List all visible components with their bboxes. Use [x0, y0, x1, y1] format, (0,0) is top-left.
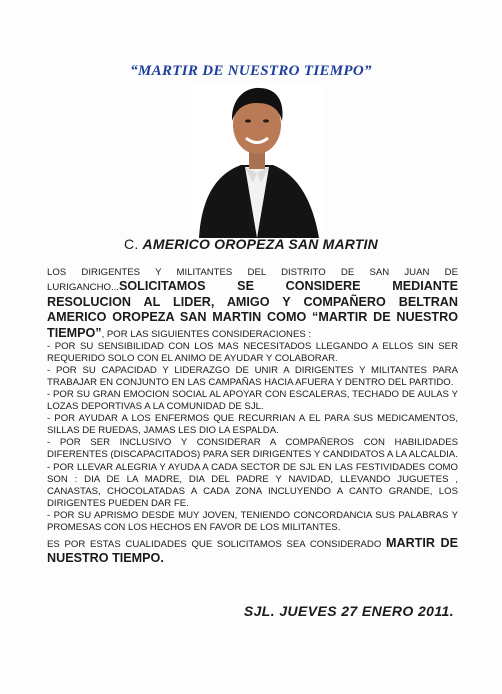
- caption-name: AMERICO OROPEZA SAN MARTIN: [142, 236, 378, 252]
- consideration-item: - POR SU CAPACIDAD Y LIDERAZGO DE UNIR A DIRIGENTES Y MILITANTES PARA TRABAJAR EN CONJUNTO EN LAS CAMPAÑAS HACIA AFUERA Y DENTRO DEL PARTIDO.: [47, 365, 458, 389]
- portrait-photo: [191, 83, 323, 238]
- intro-lead: LOS DIRIGENTES Y MILITANTES DEL DISTRITO DE SAN JUAN DE LURIGANCHO...: [47, 267, 458, 294]
- signature-date: SJL. JUEVES 27 ENERO 2011.: [243, 603, 454, 619]
- intro-paragraph: [47, 267, 458, 341]
- consideration-item: - POR LLEVAR ALEGRIA Y AYUDA A CADA SECTOR DE SJL EN LAS FESTIVIDADES COMO SON : DIA DE LA MADRE, DIA DEL PADRE Y NAVIDAD, LLEVANDO JUGUETES , CANASTAS, CHOCOLATADAS A CADA ZONA INCLUYENDO A CANTO GRANDE, LOS DIRIGENTES PUEDEN DAR FE.: [47, 461, 458, 509]
- closing-paragraph: [47, 536, 458, 567]
- consideration-item: - POR AYUDAR A LOS ENFERMOS QUE RECURRIAN A EL PARA SUS MEDICAMENTOS, SILLAS DE RUEDAS, JAMAS LES DIO LA ESPALDA.: [47, 413, 458, 437]
- caption-prefix: C.: [124, 236, 139, 252]
- photo-caption: [0, 236, 502, 252]
- closing-lead: ES POR ESTAS CUALIDADES QUE SOLICITAMOS SEA CONSIDERADO: [47, 538, 386, 550]
- portrait-icon: [191, 83, 323, 238]
- consideration-item: - POR SU SENSIBILIDAD CON LOS MAS NECESITADOS LLEGANDO A ELLOS SIN SER REQUERIDO SOLO CON EL ANIMO DE AYUDAR Y COLABORAR.: [47, 341, 458, 365]
- consideration-item: - POR SU GRAN EMOCION SOCIAL AL APOYAR CON ESCALERAS, TECHADO DE AULAS Y LOZAS DEPORTIVAS A LA COMUNIDAD DE SJL.: [47, 389, 458, 413]
- consideration-item: - POR SER INCLUSIVO Y CONSIDERAR A COMPAÑEROS CON HABILIDADES DIFERENTES (DISCAPACITADOS) PARA SER DIRIGENTES Y CANDIDATOS A LA ALCALDIA.: [47, 437, 458, 461]
- closing-highlight: MARTIR DE NUESTRO TIEMPO.: [47, 535, 458, 566]
- consideration-item: - POR SU APRISMO DESDE MUY JOVEN, TENIENDO CONCORDANCIA SUS PALABRAS Y PROMESAS CON LOS HECHOS EN FAVOR DE LOS MILITANTES.: [47, 509, 458, 533]
- document-title: “MARTIR DE NUESTRO TIEMPO”: [130, 63, 372, 79]
- intro-highlight: SOLICITAMOS SE CONSIDERE MEDIANTE RESOLUCION AL LIDER, AMIGO Y COMPAÑERO BELTRAN AMERICO OROPEZA SAN MARTIN COMO “MARTIR DE NUESTRO TIEMPO”: [47, 279, 458, 340]
- document-body: [47, 267, 458, 567]
- intro-tail: , POR LAS SIGUIENTES CONSIDERACIONES :: [101, 328, 312, 340]
